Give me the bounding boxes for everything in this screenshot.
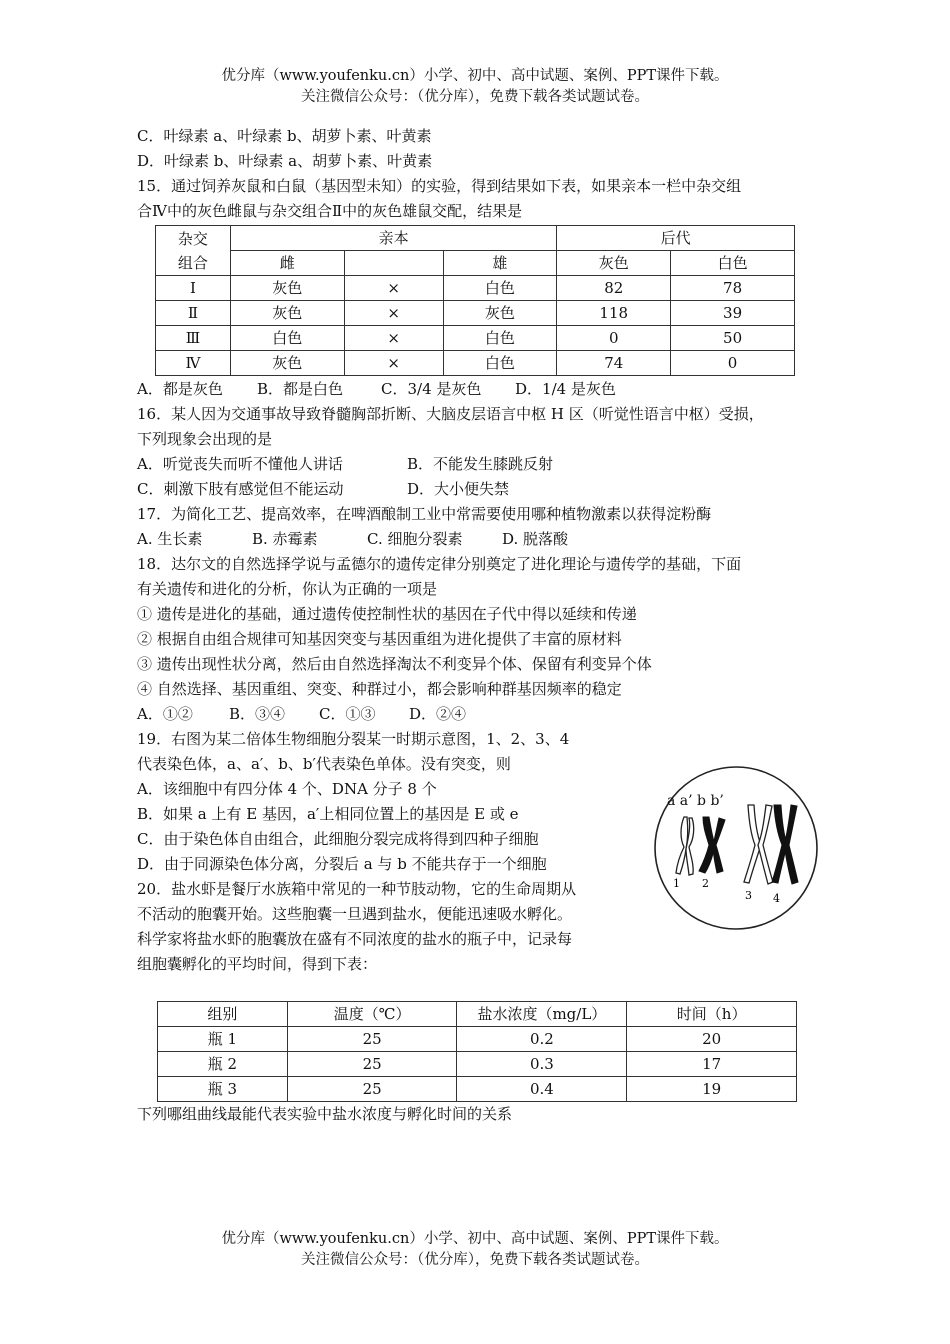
q18-statement-4: ④ 自然选择、基因重组、突变、种群过小，都会影响种群基因频率的稳定	[137, 680, 622, 698]
cell-concentration: 0.2	[457, 1027, 627, 1052]
q16-option-a: A．听觉丧失而听不懂他人讲话	[137, 455, 343, 473]
cell-membrane	[655, 767, 817, 929]
cell-concentration: 0.4	[457, 1077, 627, 1102]
q18-option-b: B．③④	[229, 705, 286, 723]
q18-stem-1: 18．达尔文的自然选择学说与孟德尔的遗传定律分别奠定了进化理论与遗传学的基础，下面	[137, 555, 742, 573]
q18-statement-3: ③ 遗传出现性状分离，然后由自然选择淘汰不利变异个体、保留有利变异个体	[137, 655, 652, 673]
page-header	[0, 66, 950, 108]
table-header-group: 杂交 组合	[156, 226, 231, 276]
figure-num-1: 1	[673, 877, 680, 890]
q15-option-c: C．3/4 是灰色	[381, 380, 482, 398]
q17-options	[137, 527, 817, 552]
cell-bottle: 瓶 1	[158, 1027, 288, 1052]
q16-option-d: D．大小便失禁	[407, 480, 510, 498]
cell-bottle: 瓶 2	[158, 1052, 288, 1077]
cell-male: 白色	[443, 351, 557, 376]
q16-options-ab	[137, 452, 817, 477]
chromosome-1	[676, 817, 694, 875]
cell-time: 19	[627, 1077, 797, 1102]
table-row	[158, 1077, 797, 1102]
q16-options-cd	[137, 477, 817, 502]
cell-temperature: 25	[287, 1027, 457, 1052]
chromatid-labels: a a’ b b’	[667, 793, 724, 809]
q15-options	[137, 377, 817, 402]
table-header-male: 雄	[443, 251, 557, 276]
table-header-temperature: 温度（℃）	[287, 1002, 457, 1027]
q19-stem-1: 19．右图为某二倍体生物细胞分裂某一时期示意图，1、2、3、4	[137, 730, 570, 748]
q17-option-c: C. 细胞分裂素	[367, 530, 463, 548]
q17-option-b: B. 赤霉素	[252, 530, 318, 548]
cell-concentration: 0.3	[457, 1052, 627, 1077]
cell-white-count: 78	[671, 276, 795, 301]
q19-option-d: D．由于同源染色体分离，分裂后 a 与 b 不能共存于一个细胞	[137, 855, 547, 873]
q16-option-c: C．刺激下肢有感觉但不能运动	[137, 480, 344, 498]
cell-group: Ⅲ	[156, 326, 231, 351]
table-header-female: 雌	[230, 251, 344, 276]
cell-cross: ×	[344, 276, 443, 301]
cell-female: 灰色	[230, 351, 344, 376]
q18-stem-2: 有关遗传和进化的分析，你认为正确的一项是	[137, 580, 438, 598]
table-row	[156, 351, 795, 376]
q17-option-d: D. 脱落酸	[502, 530, 569, 548]
table-header-concentration: 盐水浓度（mg/L）	[457, 1002, 627, 1027]
cell-time: 17	[627, 1052, 797, 1077]
cell-white-count: 39	[671, 301, 795, 326]
table-header-white: 白色	[671, 251, 795, 276]
chromosome-3	[744, 805, 773, 884]
table-header-cross-blank	[344, 251, 443, 276]
q16-stem-2: 下列现象会出现的是	[137, 430, 273, 448]
q17-option-a: A. 生长素	[137, 530, 203, 548]
cell-bottle: 瓶 3	[158, 1077, 288, 1102]
cell-group: Ⅱ	[156, 301, 231, 326]
chromosome-2	[699, 817, 725, 873]
cell-white-count: 0	[671, 351, 795, 376]
table-header-gray: 灰色	[557, 251, 671, 276]
footer-line-1: 优分库（www.youfenku.cn）小学、初中、高中试题、案例、PPT课件下载。	[221, 1231, 729, 1247]
q16-option-b: B．不能发生膝跳反射	[407, 455, 554, 473]
cell-group: Ⅳ	[156, 351, 231, 376]
cell-cross: ×	[344, 326, 443, 351]
q18-option-c: C．①③	[319, 705, 376, 723]
table-row	[158, 1027, 797, 1052]
header-line-1: 优分库（www.youfenku.cn）小学、初中、高中试题、案例、PPT课件下载。	[221, 68, 729, 84]
cell-division-figure	[653, 765, 819, 931]
table-row	[158, 1052, 797, 1077]
q15-stem-1: 15．通过饲养灰鼠和白鼠（基因型未知）的实验，得到结果如下表，如果亲本一栏中杂交组	[137, 177, 742, 195]
q15-stem-2: 合Ⅳ中的灰色雌鼠与杂交组合Ⅱ中的灰色雄鼠交配，结果是	[137, 202, 523, 220]
cell-male: 白色	[443, 326, 557, 351]
cell-temperature: 25	[287, 1077, 457, 1102]
footer-line-2: 关注微信公众号：（优分库），免费下载各类试题试卷。	[301, 1252, 649, 1268]
q20-stem-3: 科学家将盐水虾的胞囊放在盛有不同浓度的盐水的瓶子中，记录每	[137, 930, 573, 948]
q19-stem-2: 代表染色体，a、a′、b、b′代表染色单体。没有突变，则	[137, 755, 511, 773]
q14-option-c: C．叶绿素 a、叶绿素 b、胡萝卜素、叶黄素	[137, 127, 432, 145]
table-header-group: 组别	[158, 1002, 288, 1027]
q20-stem-1: 20．盐水虾是餐厅水族箱中常见的一种节肢动物，它的生命周期从	[137, 880, 577, 898]
q20-hatching-table	[157, 1001, 797, 1102]
header-line-2: 关注微信公众号：（优分库），免费下载各类试题试卷。	[301, 89, 649, 105]
chromosome-4	[772, 805, 798, 884]
q17-stem: 17．为简化工艺、提高效率，在啤酒酿制工业中常需要使用哪种植物激素以获得淀粉酶	[137, 505, 712, 523]
cell-female: 灰色	[230, 301, 344, 326]
cell-white-count: 50	[671, 326, 795, 351]
q14-option-d: D．叶绿素 b、叶绿素 a、胡萝卜素、叶黄素	[137, 152, 433, 170]
cell-male: 白色	[443, 276, 557, 301]
cell-gray-count: 118	[557, 301, 671, 326]
q20-stem-2: 不活动的胞囊开始。这些胞囊一旦遇到盐水，便能迅速吸水孵化。	[137, 905, 573, 923]
figure-num-2: 2	[702, 877, 709, 890]
table-header-offspring: 后代	[557, 226, 795, 251]
table-row	[156, 301, 795, 326]
cell-male: 灰色	[443, 301, 557, 326]
q19-option-c: C．由于染色体自由组合，此细胞分裂完成将得到四种子细胞	[137, 830, 539, 848]
page-footer	[0, 1229, 950, 1271]
table-row	[156, 326, 795, 351]
table-header-time: 时间（h）	[627, 1002, 797, 1027]
q18-statement-1: ① 遗传是进化的基础，通过遗传使控制性状的基因在子代中得以延续和传递	[137, 605, 637, 623]
cell-female: 白色	[230, 326, 344, 351]
question-content	[137, 124, 817, 1127]
cell-gray-count: 82	[557, 276, 671, 301]
q16-stem-1: 16．某人因为交通事故导致脊髓胸部折断、大脑皮层语言中枢 H 区（听觉性语言中枢）受损，	[137, 405, 764, 423]
q20-stem-4: 组胞囊孵化的平均时间，得到下表：	[137, 955, 378, 973]
q18-statement-2: ② 根据自由组合规律可知基因突变与基因重组为进化提供了丰富的原材料	[137, 630, 622, 648]
q18-option-a: A．①②	[137, 705, 193, 723]
cell-time: 20	[627, 1027, 797, 1052]
q15-option-b: B．都是白色	[257, 380, 344, 398]
q15-option-d: D．1/4 是灰色	[515, 380, 616, 398]
cell-cross: ×	[344, 351, 443, 376]
cell-temperature: 25	[287, 1052, 457, 1077]
q18-option-d: D．②④	[409, 705, 467, 723]
figure-num-4: 4	[773, 892, 780, 905]
table-row	[156, 276, 795, 301]
figure-num-3: 3	[745, 889, 752, 902]
q20-follow-up: 下列哪组曲线最能代表实验中盐水浓度与孵化时间的关系	[137, 1105, 513, 1123]
q19-option-a: A．该细胞中有四分体 4 个、DNA 分子 8 个	[137, 780, 437, 798]
table-header-parent: 亲本	[230, 226, 556, 251]
cell-group: Ⅰ	[156, 276, 231, 301]
q15-cross-table	[155, 225, 795, 376]
cell-female: 灰色	[230, 276, 344, 301]
q18-options	[137, 702, 817, 727]
cell-cross: ×	[344, 301, 443, 326]
cell-gray-count: 74	[557, 351, 671, 376]
cell-gray-count: 0	[557, 326, 671, 351]
q19-option-b: B．如果 a 上有 E 基因，a′上相同位置上的基因是 E 或 e	[137, 805, 519, 823]
q15-option-a: A．都是灰色	[137, 380, 223, 398]
